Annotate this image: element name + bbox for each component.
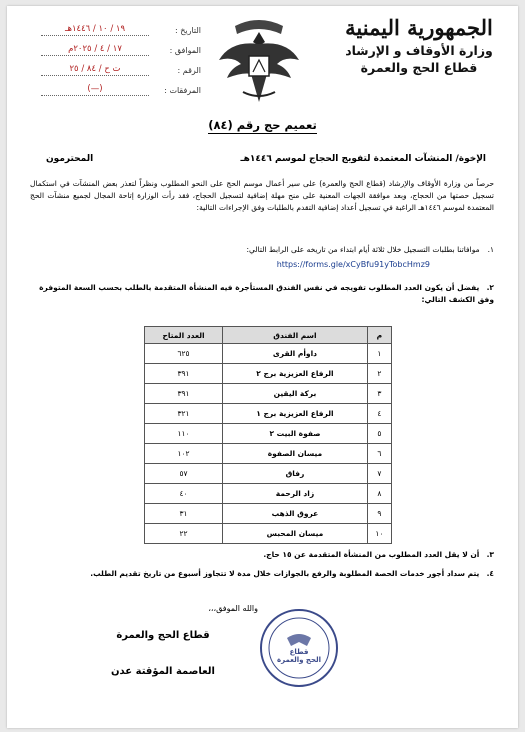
row-number: ٨ <box>367 484 391 504</box>
republic-name: الجمهورية اليمنية <box>345 15 493 40</box>
stamp-line-1: قطاع <box>289 648 309 656</box>
item-2-text: يفضل أن يكون العدد المطلوب تفويجه في نفس الفندق المستأجرة فيه المنشأة المتقدمة بالطلب بحسب السعة المتوفرة وفق الكشف التالي: <box>39 283 494 304</box>
table-row <box>145 344 392 364</box>
hotel-name: عروق الذهب <box>223 504 368 524</box>
row-number: ٤ <box>367 404 391 424</box>
sector-name: قطاع الحج والعمرة <box>360 60 478 75</box>
subject-text: الإخوة/ المنشآت المعتمدة لتفويج الحجاج لموسم ١٤٤٦هـ <box>240 154 486 164</box>
table-row <box>145 364 392 384</box>
available-count: ٤٠ <box>145 484 223 504</box>
row-number: ١ <box>367 344 391 364</box>
signature-block <box>103 618 223 690</box>
item-1-text: موافاتنا بطلبات التسجيل خلال ثلاثة أيام ابتداء من تاريخه على الرابط التالي: <box>246 245 480 254</box>
document-page <box>7 6 518 728</box>
row-number: ٣ <box>367 384 391 404</box>
item-1-number: ١. <box>487 245 494 254</box>
table-row <box>145 404 392 424</box>
item-4 <box>24 568 494 580</box>
eagle-emblem-icon <box>213 12 305 108</box>
row-number: ٩ <box>367 504 391 524</box>
hotel-name: الرفاع العزيزية برج ١ <box>223 404 368 424</box>
table-row <box>145 464 392 484</box>
meta-ref-row <box>41 60 201 80</box>
row-number: ٦ <box>367 444 391 464</box>
available-count: ٢٢ <box>145 524 223 544</box>
available-count: ٣٩١ <box>145 384 223 404</box>
item-4-number: ٤. <box>486 569 494 578</box>
available-count: ٣١ <box>145 504 223 524</box>
intro-paragraph: حرصاً من وزارة الأوقاف والإرشاد (قطاع الحج والعمرة) على سير أعمال موسم الحج على النحو المطلوب ونظراً لتعذر بعض المنشآت في استكمال تسجيل حصتها من الحجاج، وبعد موافقة الجهات المعنية على منح مهلة إضافية لتسجيل الحجاج، فقد رأت الوزارة إتاحة المجال لجميع منشآت الحج المعتمدة لموسم ١٤٤٦هـ الراغبة في تسجيل أعداد إضافية التقدم بالطلبات وفق الإجراءات التالية: <box>30 179 494 212</box>
hotel-name: صفوة البيت ٢ <box>223 424 368 444</box>
available-count: ٥٧ <box>145 464 223 484</box>
meta-date-value: ١٩ / ١٠ / ١٤٤٦هـ <box>41 24 149 36</box>
available-count: ٣٢١ <box>145 404 223 424</box>
header-available-count: العدد المتاح <box>145 327 223 344</box>
header-hotel-name: اسم الفندق <box>223 327 368 344</box>
letterhead <box>334 14 504 76</box>
closing-phrase: والله الموفق،،، <box>208 604 258 613</box>
row-number: ٥ <box>367 424 391 444</box>
hotel-name: زاد الرحمة <box>223 484 368 504</box>
registration-link[interactable]: https://forms.gle/xCyBfu91yTobcHmz9 <box>276 260 430 269</box>
available-count: ١٠٢ <box>145 444 223 464</box>
hotel-name: ميسان الصفوة <box>223 444 368 464</box>
ministry-name: وزارة الأوقاف و الإرشاد <box>345 43 493 58</box>
official-stamp <box>257 606 341 690</box>
table-row <box>145 424 392 444</box>
meta-date-row <box>41 20 201 40</box>
table-row <box>145 384 392 404</box>
row-number: ١٠ <box>367 524 391 544</box>
hotel-name: رفاق <box>223 464 368 484</box>
subject-respected: المحترمون <box>46 154 94 164</box>
item-4-text: يتم سداد أجور خدمات الحصة المطلوبة والرفع بالجوازات خلال مدة لا تتجاوز أسبوع من تاريخ تقديم الطلب. <box>90 569 480 578</box>
header-number: م <box>367 327 391 344</box>
hotel-name: الرفاع العزيزية برج ٢ <box>223 364 368 384</box>
stamp-line-2: الحج والعمرة <box>276 656 322 664</box>
table-row <box>145 504 392 524</box>
hotels-table <box>144 326 392 544</box>
stamp-text <box>257 648 341 664</box>
circular-title-text: تعميم حج رقم (٨٤) <box>208 118 317 132</box>
meta-attach-value: (—) <box>41 84 149 96</box>
available-count: ٣٩١ <box>145 364 223 384</box>
meta-ref-label: الرقم : <box>177 65 201 75</box>
circular-title <box>7 118 518 132</box>
subject-line <box>46 154 486 164</box>
table-row <box>145 524 392 544</box>
table-row <box>145 444 392 464</box>
meta-corresp-label: الموافق : <box>169 45 201 55</box>
meta-date-label: التاريخ : <box>174 25 201 35</box>
item-2 <box>24 282 494 306</box>
item-3-text: أن لا يقل العدد المطلوب من المنشأة المتقدمة عن ١٥ حاج. <box>263 550 480 559</box>
row-number: ٢ <box>367 364 391 384</box>
meta-corresp-value: ١٧ / ٤ / ٢٠٢٥م <box>41 44 149 56</box>
signature-line-2: العاصمة المؤقتة عدن <box>111 666 215 677</box>
item-1 <box>24 244 494 256</box>
row-number: ٧ <box>367 464 391 484</box>
letter-meta <box>41 20 201 100</box>
item-3 <box>24 549 494 561</box>
meta-attach-label: المرفقات : <box>164 85 201 95</box>
meta-attach-row <box>41 80 201 100</box>
item-3-number: ٣. <box>486 550 494 559</box>
available-count: ٦٢٥ <box>145 344 223 364</box>
meta-corresp-row <box>41 40 201 60</box>
table-row <box>145 484 392 504</box>
signature-line-1: قطاع الحج والعمرة <box>116 630 210 641</box>
hotel-name: داوأم القرى <box>223 344 368 364</box>
hotel-name: بركة اليقين <box>223 384 368 404</box>
available-count: ١١٠ <box>145 424 223 444</box>
meta-ref-value: ت ح / ٨٤ / ٢٥ <box>41 64 149 76</box>
item-2-number: ٢. <box>486 283 494 292</box>
hotel-name: ميسان المحبس <box>223 524 368 544</box>
table-header-row <box>145 327 392 344</box>
